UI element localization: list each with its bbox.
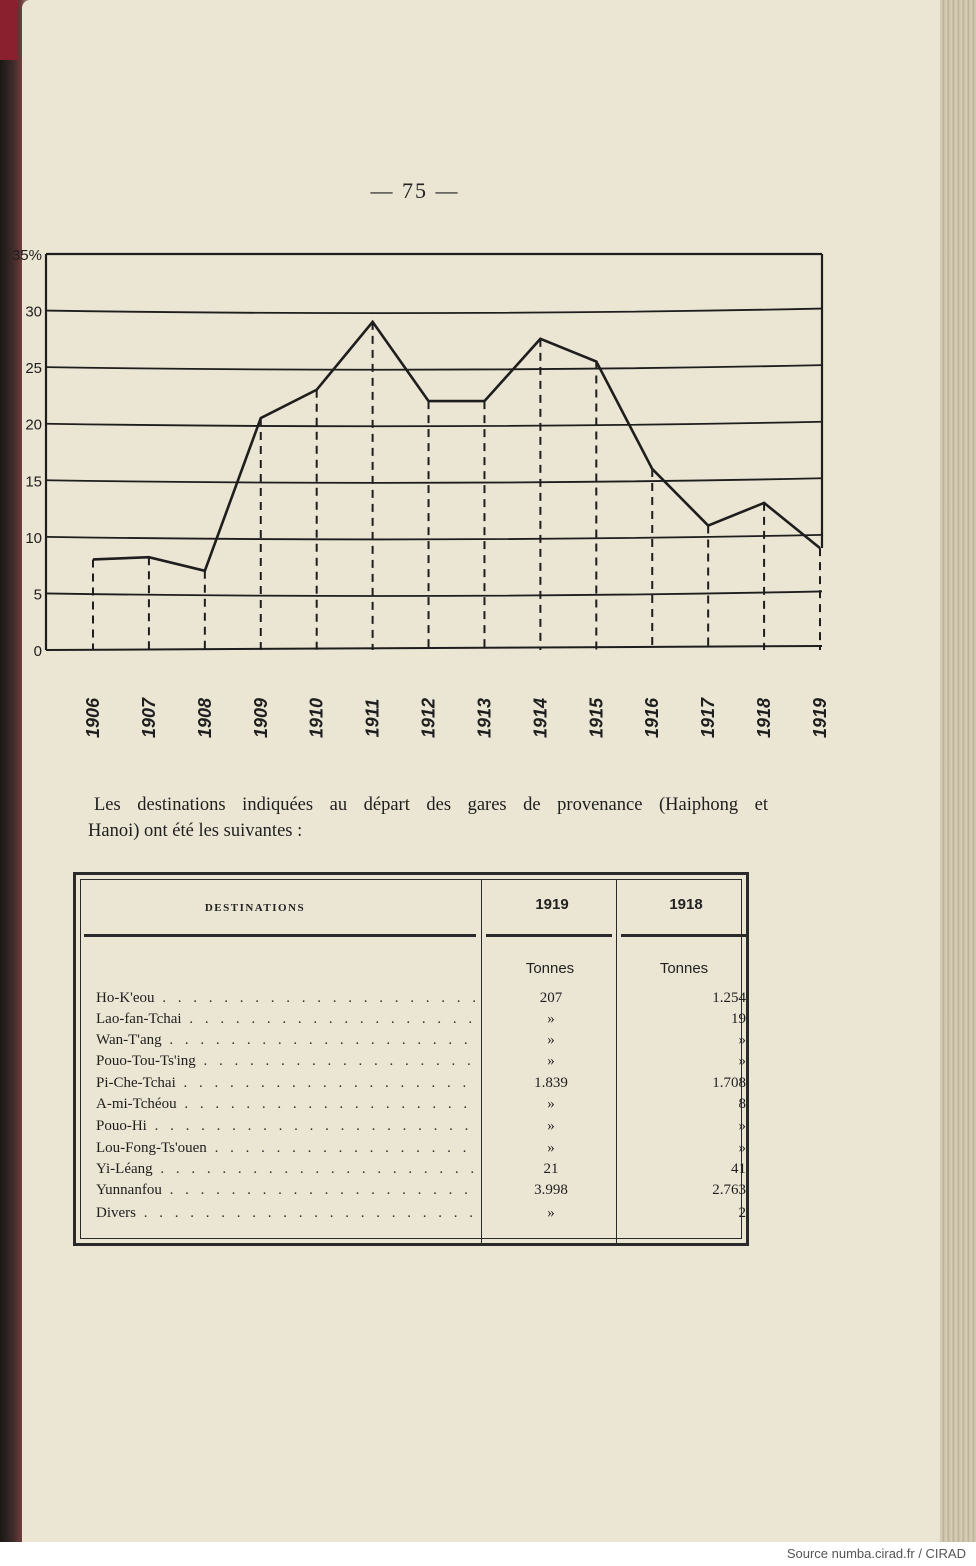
- value-1918: »: [738, 1118, 746, 1134]
- x-tick-label: 1908: [194, 697, 215, 739]
- value-1918: »: [738, 1032, 746, 1048]
- chart-gridline: [46, 591, 822, 596]
- value-1919: »: [547, 1011, 555, 1027]
- x-tick-label: 1916: [642, 697, 663, 739]
- x-axis-ticks: [83, 697, 830, 738]
- table-row: [96, 1096, 746, 1117]
- value-1919: 1.839: [534, 1075, 568, 1091]
- destination-name: Yi-Léang . . .: [96, 1161, 478, 1178]
- x-tick-label: 1918: [754, 697, 775, 739]
- y-axis-ticks: [12, 247, 42, 660]
- table-row: [96, 1205, 746, 1226]
- x-tick-label: 1914: [530, 697, 551, 739]
- unit-1918: Tonnes: [659, 960, 709, 977]
- x-tick-label: 1912: [418, 697, 439, 739]
- destination-name: A-mi-Tchéou . . .: [96, 1096, 478, 1113]
- y-tick-label: 35%: [11, 247, 42, 264]
- header-rule-1918: [621, 934, 747, 937]
- table-row: [96, 990, 746, 1011]
- value-1918: 2: [738, 1205, 746, 1221]
- chart-gridline: [46, 535, 822, 540]
- header-rule-1919: [486, 934, 612, 937]
- x-tick-label: 1913: [474, 697, 495, 739]
- destination-name: Lao-fan-Tchai . . .: [96, 1011, 478, 1028]
- value-1918: »: [738, 1053, 746, 1069]
- page-number: — 75 —: [370, 178, 460, 203]
- header-1918: 1918: [669, 896, 703, 913]
- line-chart: [0, 0, 976, 780]
- table-row: [96, 1053, 746, 1074]
- chart-gridline: [46, 365, 822, 370]
- value-1918: 19: [731, 1011, 746, 1027]
- paragraph-line-1: Les destinations indiquées au départ des gares de provenance (Haiphong et: [94, 795, 768, 815]
- destination-name: Lou-Fong-Ts'ouen . . .: [96, 1140, 478, 1157]
- x-tick-label: 1907: [138, 697, 159, 739]
- value-1918: 1.708: [712, 1075, 746, 1091]
- chart-gridline: [46, 478, 822, 483]
- value-1918: 2.763: [712, 1182, 746, 1198]
- chart-series: [93, 322, 820, 571]
- x-tick-label: 1909: [250, 697, 271, 739]
- x-tick-label: 1917: [698, 697, 719, 739]
- y-tick-label: 0: [33, 643, 42, 660]
- table-row: [96, 1075, 746, 1096]
- table-row: [96, 1140, 746, 1161]
- value-1919: »: [547, 1205, 555, 1221]
- source-credit: Source numba.cirad.fr / CIRAD: [786, 1546, 966, 1561]
- x-tick-label: 1906: [83, 697, 103, 739]
- chart-baseline: [46, 646, 822, 650]
- value-1919: 21: [543, 1161, 559, 1177]
- value-1919: »: [547, 1096, 555, 1112]
- destination-name: Wan-T'ang . . .: [96, 1032, 478, 1049]
- chart-drop-lines: [93, 322, 820, 650]
- value-1919: »: [547, 1053, 555, 1069]
- value-1918: 1.254: [712, 990, 746, 1006]
- y-tick-label: 10: [25, 529, 42, 547]
- y-tick-label: 15: [25, 473, 42, 491]
- table-row: [96, 1118, 746, 1139]
- source-footer: [0, 1542, 976, 1566]
- x-tick-label: 1919: [810, 697, 830, 739]
- y-tick-label: 5: [33, 586, 42, 604]
- y-tick-label: 20: [25, 416, 42, 434]
- destination-name: Ho-K'eou . . .: [96, 990, 478, 1007]
- body-paragraph: [88, 792, 768, 844]
- table-row: [96, 1032, 746, 1053]
- y-tick-label: 25: [25, 360, 42, 378]
- chart-gridline: [46, 309, 822, 314]
- header-rule-destinations: [84, 934, 476, 937]
- value-1919: 3.998: [534, 1182, 568, 1198]
- value-1919: »: [547, 1118, 555, 1134]
- table-row: [96, 1161, 746, 1182]
- value-1919: »: [547, 1032, 555, 1048]
- x-tick-label: 1911: [362, 698, 383, 738]
- value-1918: 41: [731, 1161, 746, 1177]
- destination-name: Pouo-Tou-Ts'ing . . .: [96, 1053, 478, 1070]
- table-row: [96, 1011, 746, 1032]
- table-row: [96, 1182, 746, 1203]
- destination-name: Pi-Che-Tchai . . .: [96, 1075, 478, 1092]
- chart-grid: [46, 254, 822, 650]
- value-1919: 207: [539, 990, 563, 1006]
- x-tick-label: 1910: [306, 697, 327, 739]
- header-1919: 1919: [535, 896, 569, 913]
- y-tick-label: 30: [25, 303, 42, 321]
- chart-gridline: [46, 422, 822, 427]
- value-1918: »: [738, 1140, 746, 1156]
- header-destinations: DESTINATIONS: [204, 902, 306, 914]
- destination-name: Pouo-Hi . . .: [96, 1118, 478, 1135]
- destination-name: Divers . . .: [96, 1205, 478, 1222]
- value-1919: »: [547, 1140, 555, 1156]
- series-line: [93, 322, 820, 571]
- value-1918: 8: [738, 1096, 746, 1112]
- x-tick-label: 1915: [586, 697, 607, 739]
- destination-name: Yunnanfou . . .: [96, 1182, 478, 1199]
- unit-1919: Tonnes: [525, 960, 575, 977]
- paragraph-line-2: Hanoi) ont été les suivantes :: [88, 821, 303, 841]
